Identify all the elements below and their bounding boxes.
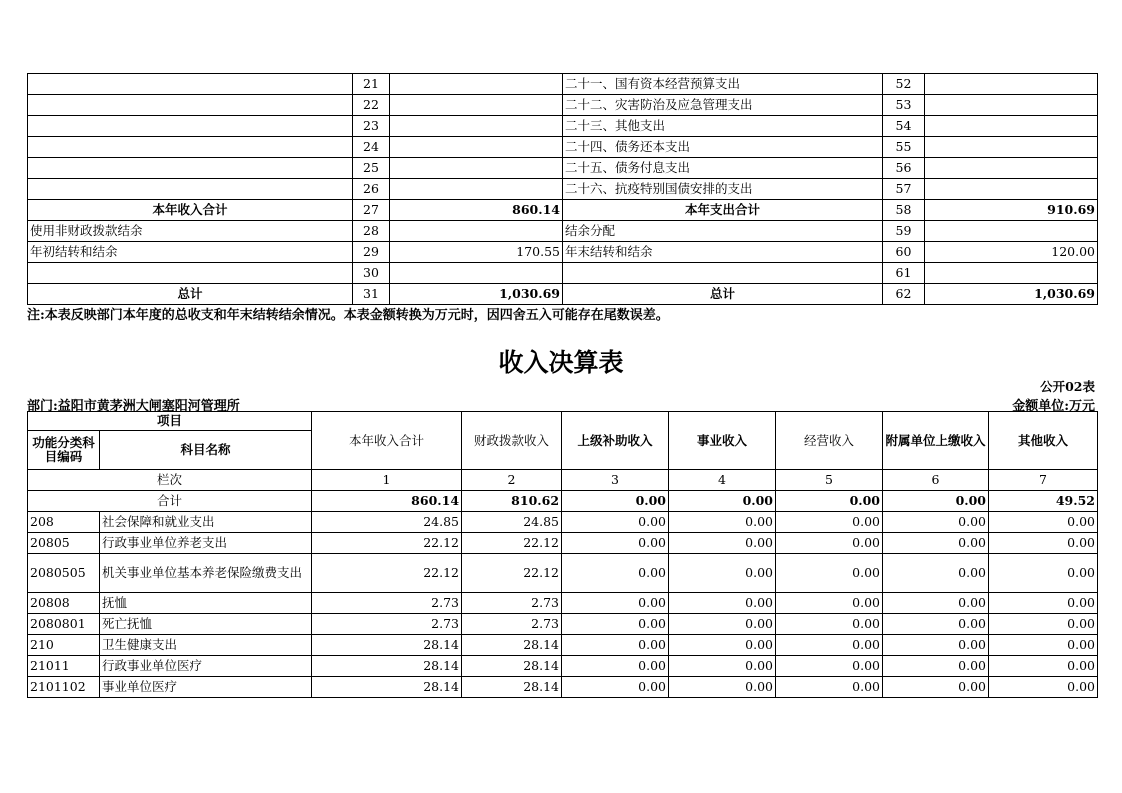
column-header: 本年收入合计 xyxy=(312,412,462,470)
summary-left-label xyxy=(28,74,353,95)
summary-left-label: 年初结转和结余 xyxy=(28,242,353,263)
total-value: 810.62 xyxy=(462,491,562,512)
summary-left-amount xyxy=(390,116,563,137)
summary-right-label: 二十六、抗疫特别国债安排的支出 xyxy=(563,179,883,200)
amount-cell: 22.12 xyxy=(462,554,562,593)
subject-name: 机关事业单位基本养老保险缴费支出 xyxy=(100,554,312,593)
header-name: 科目名称 xyxy=(100,431,312,470)
summary-left-amount xyxy=(390,179,563,200)
total-value: 0.00 xyxy=(883,491,989,512)
column-number: 7 xyxy=(989,470,1098,491)
amount-cell: 0.00 xyxy=(883,512,989,533)
amount-cell: 0.00 xyxy=(562,677,669,698)
subject-code: 2101102 xyxy=(28,677,100,698)
table-note: 注:本表反映部门本年度的总收支和年末结转结余情况。本表金额转换为万元时，因四舍五入可能存在尾数误差。 xyxy=(27,308,669,323)
summary-left-no: 26 xyxy=(353,179,390,200)
subject-code: 21011 xyxy=(28,656,100,677)
summary-right-no: 59 xyxy=(883,221,925,242)
summary-right-no: 55 xyxy=(883,137,925,158)
subject-name: 行政事业单位养老支出 xyxy=(100,533,312,554)
amount-cell: 0.00 xyxy=(562,554,669,593)
summary-right-amount xyxy=(925,137,1098,158)
total-label: 合计 xyxy=(28,491,312,512)
summary-right-no: 54 xyxy=(883,116,925,137)
amount-cell: 28.14 xyxy=(462,656,562,677)
summary-right-no: 52 xyxy=(883,74,925,95)
amount-cell: 0.00 xyxy=(776,512,883,533)
amount-cell: 0.00 xyxy=(883,614,989,635)
subject-name: 行政事业单位医疗 xyxy=(100,656,312,677)
summary-right-no: 57 xyxy=(883,179,925,200)
summary-right-label: 二十三、其他支出 xyxy=(563,116,883,137)
summary-row xyxy=(28,179,1098,200)
amount-cell: 2.73 xyxy=(312,614,462,635)
summary-left-amount xyxy=(390,74,563,95)
amount-cell: 0.00 xyxy=(776,554,883,593)
table-row xyxy=(28,554,1098,593)
summary-left-no: 30 xyxy=(353,263,390,284)
column-header: 财政拨款收入 xyxy=(462,412,562,470)
amount-cell: 0.00 xyxy=(989,656,1098,677)
summary-right-no: 53 xyxy=(883,95,925,116)
summary-left-label xyxy=(28,116,353,137)
subject-name: 社会保障和就业支出 xyxy=(100,512,312,533)
total-value: 0.00 xyxy=(669,491,776,512)
amount-cell: 28.14 xyxy=(312,677,462,698)
summary-right-amount: 120.00 xyxy=(925,242,1098,263)
amount-cell: 0.00 xyxy=(562,614,669,635)
summary-row xyxy=(28,284,1098,305)
summary-right-label: 总计 xyxy=(563,284,883,305)
amount-cell: 0.00 xyxy=(562,512,669,533)
summary-right-amount xyxy=(925,74,1098,95)
summary-left-no: 23 xyxy=(353,116,390,137)
amount-cell: 0.00 xyxy=(669,512,776,533)
summary-right-no: 62 xyxy=(883,284,925,305)
table-row xyxy=(28,512,1098,533)
subject-code: 2080801 xyxy=(28,614,100,635)
summary-left-label: 本年收入合计 xyxy=(28,200,353,221)
subject-code: 20808 xyxy=(28,593,100,614)
amount-cell: 0.00 xyxy=(776,677,883,698)
subject-code: 208 xyxy=(28,512,100,533)
column-number-label: 栏次 xyxy=(28,470,312,491)
subject-name: 抚恤 xyxy=(100,593,312,614)
summary-right-label: 二十五、债务付息支出 xyxy=(563,158,883,179)
summary-left-no: 21 xyxy=(353,74,390,95)
table-row xyxy=(28,677,1098,698)
column-number: 3 xyxy=(562,470,669,491)
total-value: 0.00 xyxy=(776,491,883,512)
amount-cell: 0.00 xyxy=(883,593,989,614)
total-value: 860.14 xyxy=(312,491,462,512)
column-number: 1 xyxy=(312,470,462,491)
summary-right-amount xyxy=(925,179,1098,200)
summary-row xyxy=(28,242,1098,263)
total-value: 49.52 xyxy=(989,491,1098,512)
summary-left-amount xyxy=(390,263,563,284)
summary-right-no: 60 xyxy=(883,242,925,263)
column-number: 4 xyxy=(669,470,776,491)
summary-row xyxy=(28,137,1098,158)
summary-right-label: 二十四、债务还本支出 xyxy=(563,137,883,158)
amount-cell: 0.00 xyxy=(669,533,776,554)
subject-code: 210 xyxy=(28,635,100,656)
summary-left-no: 24 xyxy=(353,137,390,158)
amount-cell: 0.00 xyxy=(669,677,776,698)
income-table xyxy=(27,411,1098,698)
column-header: 其他收入 xyxy=(989,412,1098,470)
summary-left-amount: 170.55 xyxy=(390,242,563,263)
amount-cell: 0.00 xyxy=(989,554,1098,593)
summary-left-label: 使用非财政拨款结余 xyxy=(28,221,353,242)
summary-left-no: 28 xyxy=(353,221,390,242)
table-row xyxy=(28,614,1098,635)
summary-right-amount: 1,030.69 xyxy=(925,284,1098,305)
summary-right-label: 结余分配 xyxy=(563,221,883,242)
amount-cell: 24.85 xyxy=(312,512,462,533)
amount-cell: 0.00 xyxy=(883,656,989,677)
total-value: 0.00 xyxy=(562,491,669,512)
amount-cell: 0.00 xyxy=(669,554,776,593)
summary-left-label: 总计 xyxy=(28,284,353,305)
summary-right-amount: 910.69 xyxy=(925,200,1098,221)
summary-right-amount xyxy=(925,221,1098,242)
amount-cell: 0.00 xyxy=(989,614,1098,635)
amount-cell: 0.00 xyxy=(776,614,883,635)
summary-right-amount xyxy=(925,263,1098,284)
amount-cell: 0.00 xyxy=(562,533,669,554)
amount-cell: 0.00 xyxy=(989,593,1098,614)
amount-cell: 0.00 xyxy=(669,593,776,614)
amount-cell: 28.14 xyxy=(462,677,562,698)
summary-right-label: 年末结转和结余 xyxy=(563,242,883,263)
summary-right-label xyxy=(563,263,883,284)
amount-cell: 0.00 xyxy=(562,635,669,656)
summary-row xyxy=(28,158,1098,179)
amount-cell: 0.00 xyxy=(776,533,883,554)
header-item: 项目 xyxy=(28,412,312,431)
column-number: 2 xyxy=(462,470,562,491)
subject-name: 死亡抚恤 xyxy=(100,614,312,635)
summary-right-no: 56 xyxy=(883,158,925,179)
amount-cell: 0.00 xyxy=(883,533,989,554)
summary-left-label xyxy=(28,158,353,179)
column-header: 上级补助收入 xyxy=(562,412,669,470)
summary-right-label: 二十一、国有资本经营预算支出 xyxy=(563,74,883,95)
subject-code: 20805 xyxy=(28,533,100,554)
amount-cell: 0.00 xyxy=(989,533,1098,554)
summary-left-amount xyxy=(390,158,563,179)
amount-unit: 金额单位:万元 xyxy=(1012,399,1095,414)
amount-cell: 0.00 xyxy=(669,635,776,656)
amount-cell: 0.00 xyxy=(562,656,669,677)
amount-cell: 0.00 xyxy=(883,677,989,698)
amount-cell: 28.14 xyxy=(312,656,462,677)
table-row xyxy=(28,656,1098,677)
form-number: 公开02表 xyxy=(1040,379,1095,394)
amount-cell: 0.00 xyxy=(776,635,883,656)
summary-right-amount xyxy=(925,158,1098,179)
amount-cell: 22.12 xyxy=(312,554,462,593)
amount-cell: 0.00 xyxy=(989,512,1098,533)
table-row xyxy=(28,593,1098,614)
summary-right-no: 61 xyxy=(883,263,925,284)
summary-left-amount: 860.14 xyxy=(390,200,563,221)
amount-cell: 0.00 xyxy=(883,635,989,656)
amount-cell: 0.00 xyxy=(883,554,989,593)
subject-name: 卫生健康支出 xyxy=(100,635,312,656)
column-number: 6 xyxy=(883,470,989,491)
amount-cell: 28.14 xyxy=(462,635,562,656)
summary-left-no: 22 xyxy=(353,95,390,116)
summary-right-amount xyxy=(925,95,1098,116)
summary-right-label: 二十二、灾害防治及应急管理支出 xyxy=(563,95,883,116)
summary-row xyxy=(28,263,1098,284)
subject-name: 事业单位医疗 xyxy=(100,677,312,698)
amount-cell: 0.00 xyxy=(776,593,883,614)
summary-left-amount: 1,030.69 xyxy=(390,284,563,305)
summary-row xyxy=(28,95,1098,116)
summary-left-label xyxy=(28,179,353,200)
amount-cell: 0.00 xyxy=(669,656,776,677)
summary-right-label: 本年支出合计 xyxy=(563,200,883,221)
page-title: 收入决算表 xyxy=(498,348,624,377)
summary-row xyxy=(28,221,1098,242)
column-header: 经营收入 xyxy=(776,412,883,470)
summary-left-amount xyxy=(390,221,563,242)
header-code: 功能分类科目编码 xyxy=(28,431,100,470)
amount-cell: 0.00 xyxy=(989,635,1098,656)
summary-left-no: 27 xyxy=(353,200,390,221)
summary-table xyxy=(27,73,1098,305)
amount-cell: 0.00 xyxy=(776,656,883,677)
amount-cell: 0.00 xyxy=(562,593,669,614)
subject-code: 2080505 xyxy=(28,554,100,593)
summary-row xyxy=(28,74,1098,95)
summary-left-label xyxy=(28,263,353,284)
department-label: 部门:益阳市黄茅洲大闸塞阳河管理所 xyxy=(27,399,240,414)
summary-left-amount xyxy=(390,95,563,116)
summary-row xyxy=(28,116,1098,137)
summary-row xyxy=(28,200,1098,221)
summary-right-no: 58 xyxy=(883,200,925,221)
summary-left-label xyxy=(28,137,353,158)
amount-cell: 2.73 xyxy=(462,614,562,635)
summary-left-label xyxy=(28,95,353,116)
summary-left-no: 29 xyxy=(353,242,390,263)
summary-right-amount xyxy=(925,116,1098,137)
amount-cell: 22.12 xyxy=(312,533,462,554)
amount-cell: 22.12 xyxy=(462,533,562,554)
column-header: 附属单位上缴收入 xyxy=(883,412,989,470)
amount-cell: 0.00 xyxy=(669,614,776,635)
table-row xyxy=(28,533,1098,554)
amount-cell: 24.85 xyxy=(462,512,562,533)
amount-cell: 0.00 xyxy=(989,677,1098,698)
amount-cell: 2.73 xyxy=(462,593,562,614)
column-header: 事业收入 xyxy=(669,412,776,470)
column-number: 5 xyxy=(776,470,883,491)
summary-left-no: 25 xyxy=(353,158,390,179)
amount-cell: 2.73 xyxy=(312,593,462,614)
amount-cell: 28.14 xyxy=(312,635,462,656)
summary-left-no: 31 xyxy=(353,284,390,305)
summary-left-amount xyxy=(390,137,563,158)
table-row xyxy=(28,635,1098,656)
